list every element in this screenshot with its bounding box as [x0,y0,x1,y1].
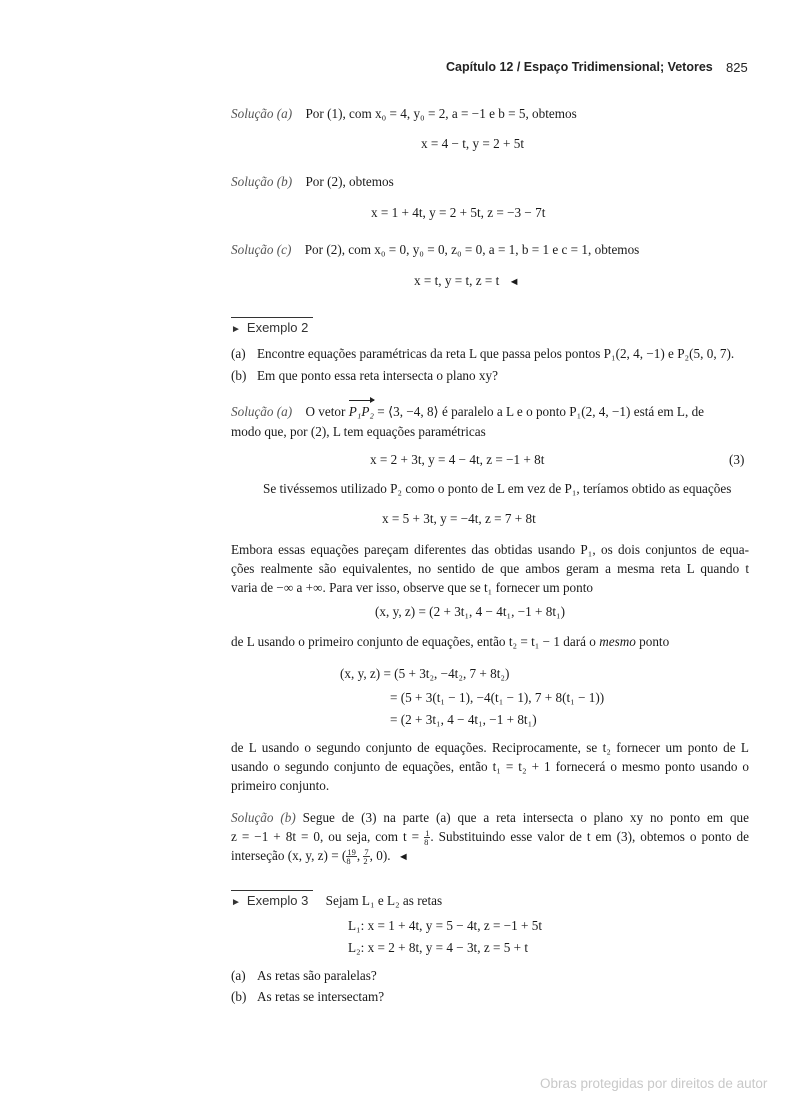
page-number: 825 [726,60,748,75]
item-tag: (a) [231,346,246,361]
fraction-x [346,848,357,865]
triangle-marker-icon: ► [231,324,241,335]
example-2-solution-a-label: Solução (a) [231,404,293,419]
solution-b-line-1 [231,808,749,827]
example-3-item-b [231,989,385,1005]
text-pre: z = −1 + 8t = 0, ou seja, com t = [231,829,420,844]
example-3-label: Exemplo 3 [246,893,309,908]
item-text: As retas se intersectam? [257,989,385,1004]
example-2-solution-a-line1 [231,404,704,420]
solution-c-equation-line [414,273,520,289]
numerator: 1 [425,828,430,839]
paragraph-line: ções realmente são equivalentes, no sentido de que ambos geram a mesma reta L quando t [231,561,749,576]
end-of-solution-icon: ◄ [508,276,520,288]
example-3-heading [231,893,442,909]
solution-c-line [231,242,639,258]
solution-b-line-2 [231,827,749,846]
denominator: 8 [424,837,429,848]
equation-3-tag: (3) [729,452,745,467]
denominator: 2 [363,856,368,867]
chapter-header: Capítulo 12 / Espaço Tridimensional; Vetores [446,60,713,74]
text-pre: de L usando o primeiro conjunto de equações, então t₂ = t₁ − 1 dará o [231,634,596,649]
equation-block-line-1: (x, y, z) = (5 + 3t₂, −4t₂, 7 + 8t₂) [340,666,510,681]
reciprocal-paragraph [231,738,749,795]
text-post: ponto [639,634,670,649]
example-2-solution-b-label: Solução (b) [231,810,296,825]
equation-block-line-3: = (2 + 3t₁, 4 − 4t₁, −1 + 8t₁) [390,712,537,727]
example-2-heading [231,320,308,335]
solution-b-text: Segue de (3) na parte (a) que a reta intersecta o plano xy no ponto em que [302,810,749,825]
example-2-solution-b [231,808,749,865]
p2-equation: x = 5 + 3t, y = −4t, z = 7 + 8t [382,511,536,526]
denominator: 8 [346,856,351,867]
solution-c-equation: x = t, y = t, z = t [414,273,500,288]
solution-c-label: Solução (c) [231,242,292,257]
paragraph-line: usando o segundo conjunto de equações, então t₁ = t₂ + 1 fornecerá o mesmo ponto usando o [231,759,749,774]
example-2-rule [231,317,313,318]
paragraph-line: primeiro conjunto. [231,778,330,793]
item-tag: (a) [231,968,246,983]
second-set-line [231,634,669,650]
example-2-label: Exemplo 2 [246,320,309,335]
item-tag: (b) [231,989,247,1004]
comma: , [356,848,361,863]
solution-a-pre: O vetor [305,404,346,419]
equation-block-line-2: = (5 + 3(t₁ − 1), −4(t₁ − 1), 7 + 8(t₁ − 1)) [390,690,605,705]
item-text: As retas são paralelas? [257,968,377,983]
solution-c-text: Por (2), com x₀ = 0, y₀ = 0, z₀ = 0, a = 1, b = 1 e c = 1, obtemos [304,242,640,257]
item-text: Em que ponto essa reta intersecta o plano xy? [257,368,498,383]
solution-a-rest: = ⟨3, −4, 8⟩ é paralelo a L e o ponto P₁(2, 4, −1) está em L, de [377,404,705,419]
line-l1-equation: L₁: x = 1 + 4t, y = 5 − 4t, z = −1 + 5t [348,918,543,933]
example-3-item-a [231,968,377,984]
example-3-rule [231,890,313,891]
text-pre: interseção (x, y, z) = ( [231,848,347,863]
solution-b-equation: x = 1 + 4t, y = 2 + 5t, z = −3 − 7t [371,205,546,220]
example-3-intro: Sejam L₁ e L₂ as retas [325,893,443,908]
solution-a-label: Solução (a) [231,106,293,121]
equation-3: x = 2 + 3t, y = 4 − 4t, z = −1 + 8t [370,452,545,467]
solution-b-text: Por (2), obtemos [305,174,394,189]
example-2-solution-a-line2: modo que, por (2), L tem equações paramétricas [231,424,486,439]
end-of-solution-icon: ◄ [397,851,409,863]
paragraph-line: Embora essas equações pareçam diferentes das obtidas usando P₁, os dois conjuntos de equa- [231,542,749,557]
equivalence-paragraph [231,540,749,597]
paragraph-line: de L usando o segundo conjunto de equações. Reciprocamente, se t₂ fornecer um ponto de L [231,740,749,755]
solution-b-label: Solução (b) [231,174,293,189]
triangle-marker-icon: ► [231,897,241,908]
text-post: . Substituindo esse valor de t em (3), obtemos o ponto de [430,829,750,844]
t1-point-equation: (x, y, z) = (2 + 3t₁, 4 − 4t₁, −1 + 8t₁) [375,604,566,619]
solution-a-text: Por (1), com x₀ = 4, y₀ = 2, a = −1 e b = 5, obtemos [305,106,577,121]
copyright-watermark: Obras protegidas por direitos de autor [540,1076,768,1091]
text-emphasis: mesmo [599,634,636,649]
solution-a-line [231,106,577,122]
line-l2-equation: L₂: x = 2 + 8t, y = 4 − 3t, z = 5 + t [348,940,528,955]
p2-text: Se tivéssemos utilizado P₂ como o ponto de L em vez de P₁, teríamos obtido as equações [263,481,732,496]
numerator: 19 [347,847,356,858]
item-text: Encontre equações paramétricas da reta L que passa pelos pontos P₁(2, 4, −1) e P₂(5, 0, 7). [257,346,735,361]
solution-b-line [231,174,394,190]
paragraph-line: varia de −∞ a +∞. Para ver isso, observe que se t₁ fornecer um ponto [231,580,593,595]
text-post: , 0). [369,848,391,863]
solution-a-equation: x = 4 − t, y = 2 + 5t [421,136,525,151]
example-2-item-a [231,346,735,362]
vector-p1p2: P₁P₂ [348,404,374,419]
numerator: 7 [364,847,369,858]
item-tag: (b) [231,368,247,383]
solution-b-line-3 [231,846,749,865]
example-2-item-b [231,368,498,384]
